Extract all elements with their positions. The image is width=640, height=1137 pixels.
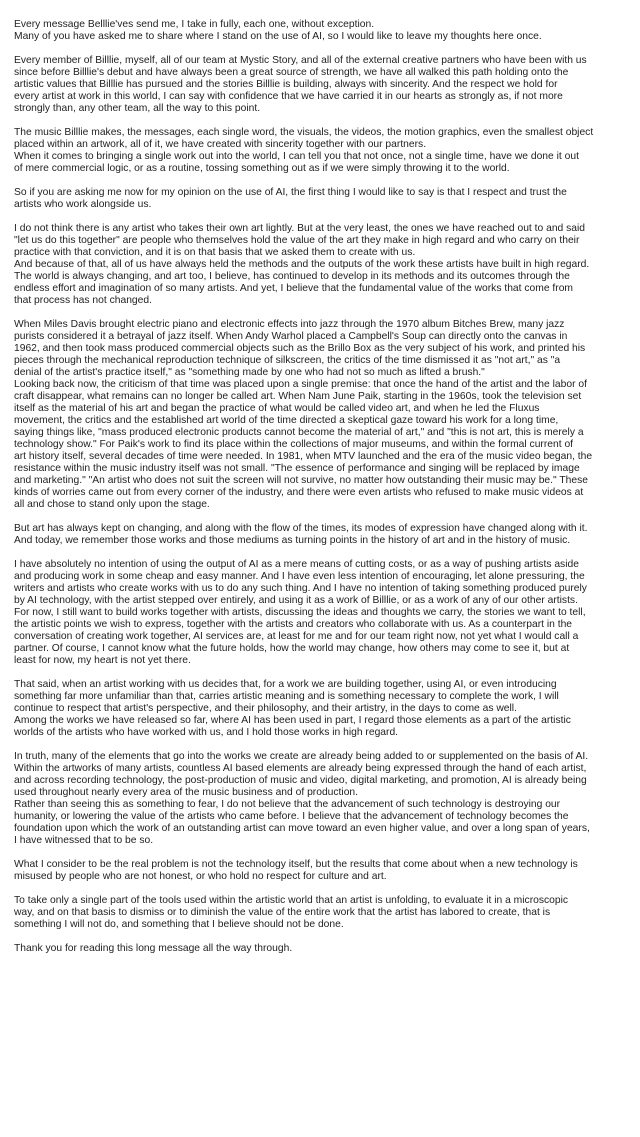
text-line: humanity, or lowering the value of the artists who came before. I believe that the advancement of technology becomes the — [14, 811, 569, 822]
text-line: continue to respect that artist's perspective, and their philosophy, and their artistry, in the days to come as well. — [14, 703, 517, 714]
text-line: that process has not changed. — [14, 295, 152, 306]
paragraph — [14, 523, 632, 547]
text-line: "let us do this together" are people who themselves hold the value of the art they make in high regard and who carry on their — [14, 235, 580, 246]
text-line: itself as the material of his art and began the practice of what would be called video art, and when he led the Fluxus — [14, 403, 540, 414]
text-line: artistic values that Billlie has pursued and the stories Billlie is building, always with sincerity. And the respect we hold for — [14, 79, 558, 90]
paragraph — [14, 895, 632, 931]
text-line: And today, we remember those works and those mediums as turning points in the history of art and in the history of music. — [14, 535, 571, 546]
text-line: denial of the artist's practice itself," as "something made by one who had not so much as lifted a brush." — [14, 367, 485, 378]
paragraph — [14, 319, 632, 511]
paragraph — [14, 751, 632, 847]
text-line: But art has always kept on changing, and along with the flow of the times, its modes of expression have changed along with it. — [14, 523, 588, 534]
text-line: all and chose to stand only upon the stage. — [14, 499, 210, 510]
text-line: resistance within the music industry itself was not small. "The essence of performance and singing will be replaced by image — [14, 463, 580, 474]
text-line: conversation of creating work together, AI services are, at least for me and for our team right now, not yet what I would call a — [14, 631, 579, 642]
paragraph — [14, 859, 632, 883]
paragraph — [14, 223, 632, 307]
text-line: of mere commercial logic, or as a routine, tossing something out as if we were simply throwing it to the world. — [14, 163, 510, 174]
text-line: Rather than seeing this as something to fear, I do not believe that the advancement of such technology is destroying our — [14, 799, 561, 810]
text-line: art history itself, several decades of time were needed. In 1981, when MTV launched and the era of the music video began, the — [14, 451, 593, 462]
text-line: by AI technology, with the artist stepped over entirely, and using it as a work of Billlie, or as a work of any of our other artists. — [14, 595, 578, 606]
text-line: To take only a single part of the tools used within the artistic world that an artist is unfolding, to evaluate it in a microscopic — [14, 895, 569, 906]
paragraph — [14, 943, 632, 955]
paragraph — [14, 19, 632, 43]
text-line: In truth, many of the elements that go into the works we create are already being added to or supplemented on the basis of AI. — [14, 751, 589, 762]
text-line: 1962, and then took mass produced commercial objects such as the Brillo Box as the very subject of his work, and printed his — [14, 343, 586, 354]
text-line: Among the works we have released so far, where AI has been used in part, I regard those elements as a part of the artistic — [14, 715, 571, 726]
text-line: and across recording technology, the post-production of music and video, digital marketing, and promotion, AI is already being — [14, 775, 587, 786]
text-line: something I will not do, and something that I believe should not be done. — [14, 919, 344, 930]
text-line: used throughout nearly every area of the music business and of production. — [14, 787, 359, 798]
text-line: When Miles Davis brought electric piano and electronic effects into jazz through the 1970 album Bitches Brew, many jazz — [14, 319, 565, 330]
text-line: Within the artworks of many artists, countless AI based elements are already being expressed through the hand of each artist, — [14, 763, 587, 774]
paragraph — [14, 127, 632, 175]
text-line: and marketing." "An artist who does not suit the screen will not survive, no matter how outstanding their music may be." These — [14, 475, 588, 486]
paragraph — [14, 187, 632, 211]
paragraph — [14, 55, 632, 115]
text-line: What I consider to be the real problem is not the technology itself, but the results that come about when a new technology is — [14, 859, 578, 870]
text-line: I do not think there is any artist who takes their own art lightly. But at the very least, the ones we have reached out to and said — [14, 223, 586, 234]
text-line: Looking back now, the criticism of that time was placed upon a single premise: that once the hand of the artist and the labor of — [14, 379, 587, 390]
text-line: saying things like, "mass produced electronic products cannot become the material of art," and "this is not art, this is merely a — [14, 427, 584, 438]
text-line: foundation upon which the work of an outstanding artist can move toward an even higher value, and over a long span of years, — [14, 823, 590, 834]
text-line: technology show." For Paik's work to find its place within the collections of major museums, and within the formal current of — [14, 439, 574, 450]
text-line: misused by people who are not honest, or who hold no respect for culture and art. — [14, 871, 387, 882]
text-line: partner. Of course, I cannot know what the future holds, how the world may change, how others may come to see it, but at — [14, 643, 570, 654]
text-line: That said, when an artist working with us decides that, for a work we are building together, using AI, or even introducing — [14, 679, 557, 690]
text-line: Thank you for reading this long message all the way through. — [14, 943, 293, 954]
text-line: writers and artists who create works with us to do any such thing. And I have no intention of taking something produced purely — [14, 583, 587, 594]
text-line: endless effort and imagination of so many artists. And yet, I believe that the fundamental value of the works that come from — [14, 283, 574, 294]
text-line: I have witnessed that to be so. — [14, 835, 154, 846]
text-line: worlds of the artists who have worked with us, and I hold those works in high regard. — [14, 727, 399, 738]
text-line: movement, the critics and the established art world of the time directed a skeptical gaze toward his work for a long time, — [14, 415, 559, 426]
text-line: Every message Belllie'ves send me, I take in fully, each one, without exception. — [14, 19, 375, 30]
text-line: So if you are asking me now for my opinion on the use of AI, the first thing I would like to say is that I respect and trust the — [14, 187, 567, 198]
text-line: And because of that, all of us have always held the methods and the outputs of the work these artists have built in high regard. — [14, 259, 590, 270]
text-line: pieces through the mechanical reproduction technique of silkscreen, the critics of the time dismissed it as "not art," as "a — [14, 355, 561, 366]
text-line: practice with that conviction, and it is on that basis that we asked them to create with us. — [14, 247, 416, 258]
paragraph — [14, 559, 632, 667]
text-line: strongly than, any other team, all the way to this point. — [14, 103, 261, 114]
text-line: For now, I still want to build works together with artists, discussing the ideas and thoughts we carry, the stories we want to tell, — [14, 607, 586, 618]
text-line: When it comes to bringing a single work out into the world, I can tell you that not once, not a single time, have we done it out — [14, 151, 579, 162]
text-line: something far more unfamiliar than that, carries artistic meaning and is something necessary to complete the work, I will — [14, 691, 559, 702]
text-line: placed within an artwork, all of it, we have created with sincerity together with our partners. — [14, 139, 427, 150]
text-line: The world is always changing, and art too, I believe, has continued to develop in its methods and its outcomes through the — [14, 271, 570, 282]
text-line: craft disappear, what remains can no longer be called art. When Nam June Paik, starting in the 1960s, took the television set — [14, 391, 582, 402]
text-line: Every member of Billlie, myself, all of our team at Mystic Story, and all of the external creative partners who have been with us — [14, 55, 587, 66]
text-line: Many of you have asked me to share where I stand on the use of AI, so I would like to leave my thoughts here once. — [14, 31, 542, 42]
paragraph — [14, 679, 632, 739]
text-line: every artist at work in this world, I can say with confidence that we have carried it in our hearts as strongly as, if not more — [14, 91, 563, 102]
text-line: artists who work alongside us. — [14, 199, 152, 210]
text-line: the artistic points we wish to express, together with the artists and creators who collaborate with us. As a counterpart in the — [14, 619, 573, 630]
text-line: kinds of worries came out from every corner of the industry, and there were even artists who refused to make music videos at — [14, 487, 584, 498]
text-line: way, and on that basis to dismiss or to diminish the value of the entire work that the artist has labored to create, that is — [14, 907, 551, 918]
text-line: least for now, my heart is not yet there. — [14, 655, 191, 666]
text-line: purists considered it a betrayal of jazz itself. When Andy Warhol placed a Campbell's Soup can directly onto the canvas in — [14, 331, 568, 342]
text-line: I have absolutely no intention of using the output of AI as a mere means of cutting costs, or as a way of pushing artists aside — [14, 559, 579, 570]
text-line: and producing work in some cheap and easy manner. And I have even less intention of encouraging, let alone pressuring, the — [14, 571, 585, 582]
text-line: The music Billlie makes, the messages, each single word, the visuals, the videos, the motion graphics, even the smallest object — [14, 127, 594, 138]
text-line: since before Billlie's debut and have always been a great source of strength, we have all walked this path holding onto the — [14, 67, 569, 78]
